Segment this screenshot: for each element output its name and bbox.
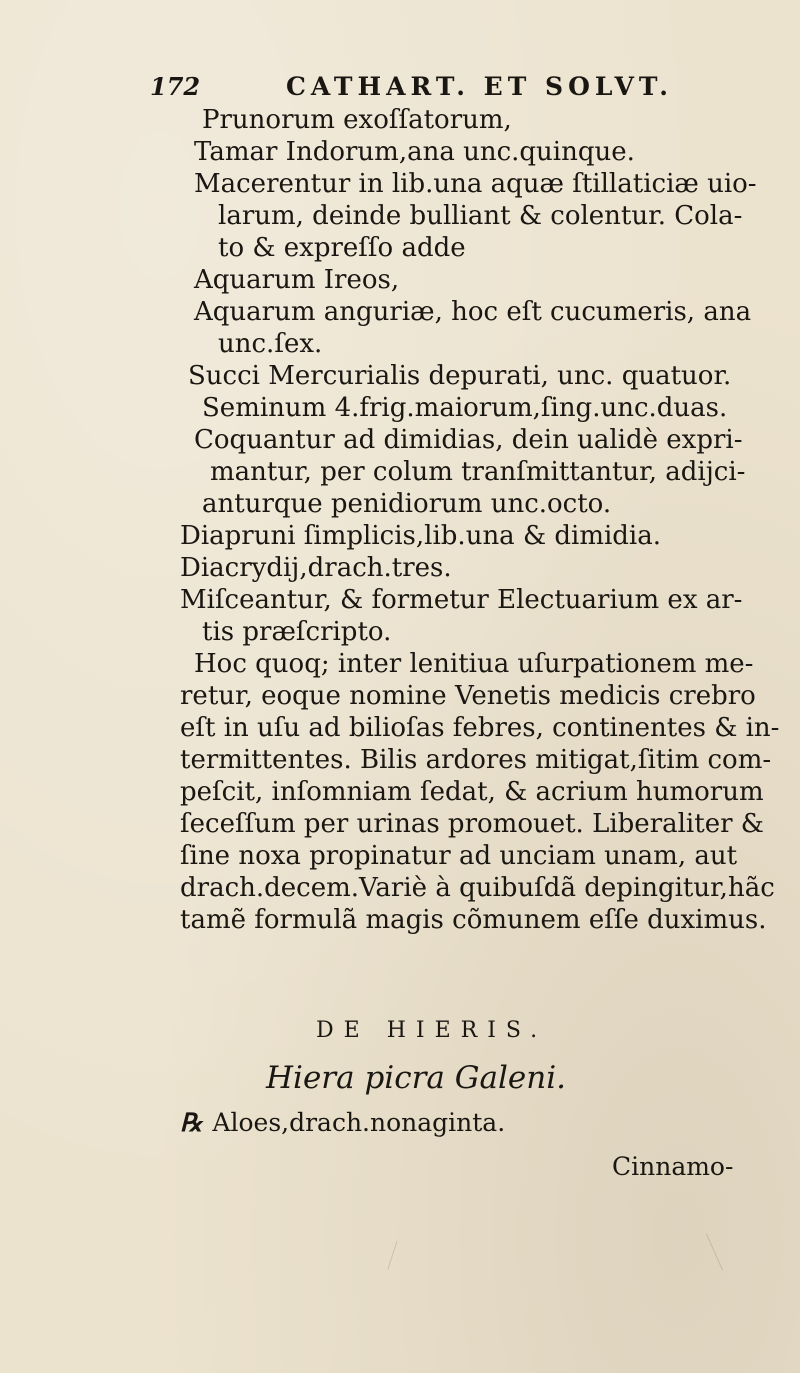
text-line: Miſceantur, & formetur Electuarium ex ar- (180, 585, 743, 615)
text-line: Diapruni ſimplicis,lib.una & dimidia. (180, 521, 662, 551)
text-line: to & expreſſo adde (218, 233, 466, 263)
recipe-title: Hiera picra Galeni. (266, 1060, 566, 1096)
text-line: unc.ſex. (218, 329, 323, 359)
text-line: retur, eoque nomine Venetis medicis crebro (180, 681, 756, 711)
text-line: drach.decem.Variè à quibuſdã depingitur,hãc (180, 873, 775, 903)
running-title: CATHART. ET SOLVT. (286, 72, 673, 101)
text-line: anturque penidiorum unc.octo. (202, 489, 612, 519)
text-line: Hoc quoq; inter lenitiua uſurpationem me- (194, 649, 754, 679)
text-line: Succi Mercurialis depurati, unc. quatuor. (188, 361, 732, 391)
paper-crease (706, 1234, 723, 1271)
text-line: tis præſcripto. (202, 617, 392, 647)
recipe-ingredient-line (180, 1108, 505, 1137)
text-line: Aquarum Ireos, (194, 265, 400, 295)
text-line: Coquantur ad dimidias, dein ualidè expri- (194, 425, 743, 455)
paper-crease (387, 1241, 397, 1270)
text-line: Prunorum exoſſatorum, (202, 105, 512, 135)
page-header (150, 72, 690, 106)
section-heading: DE HIERIS. (316, 1018, 548, 1043)
text-line: Diacrydij,drach.tres. (180, 553, 452, 583)
text-line: ſine noxa propinatur ad unciam unam, aut (180, 841, 738, 871)
text-line: Aquarum anguriæ, hoc eſt cucumeris, ana (194, 297, 752, 327)
text-line: Tamar Indorum,ana unc.quinque. (194, 137, 635, 167)
text-line: mantur, per colum tranſmittantur, adijci- (210, 457, 746, 487)
text-line: tamẽ formulã magis cõmunem eſſe duximus. (180, 905, 767, 935)
text-line: Seminum 4.frig.maiorum,ſing.unc.duas. (202, 393, 728, 423)
catchword: Cinnamo- (612, 1152, 734, 1181)
text-line: larum, deinde bulliant & colentur. Cola- (218, 201, 743, 231)
text-line: eſt in uſu ad bilioſas febres, continentes & in- (180, 713, 780, 743)
text-line: Macerentur in lib.una aquæ ſtillaticiæ uio- (194, 169, 757, 199)
text-line: termittentes. Bilis ardores mitigat,ſitim com- (180, 745, 772, 775)
recipe-symbol-icon: ℞ (180, 1108, 203, 1137)
page-number: 172 (150, 72, 201, 101)
main-text-block (180, 104, 780, 936)
text-line: ſeceſſum per urinas promouet. Liberaliter & (180, 809, 764, 839)
ingredient-text: Aloes,drach.nonaginta. (212, 1108, 506, 1137)
text-line: peſcit, inſomniam ſedat, & acrium humorum (180, 777, 764, 807)
